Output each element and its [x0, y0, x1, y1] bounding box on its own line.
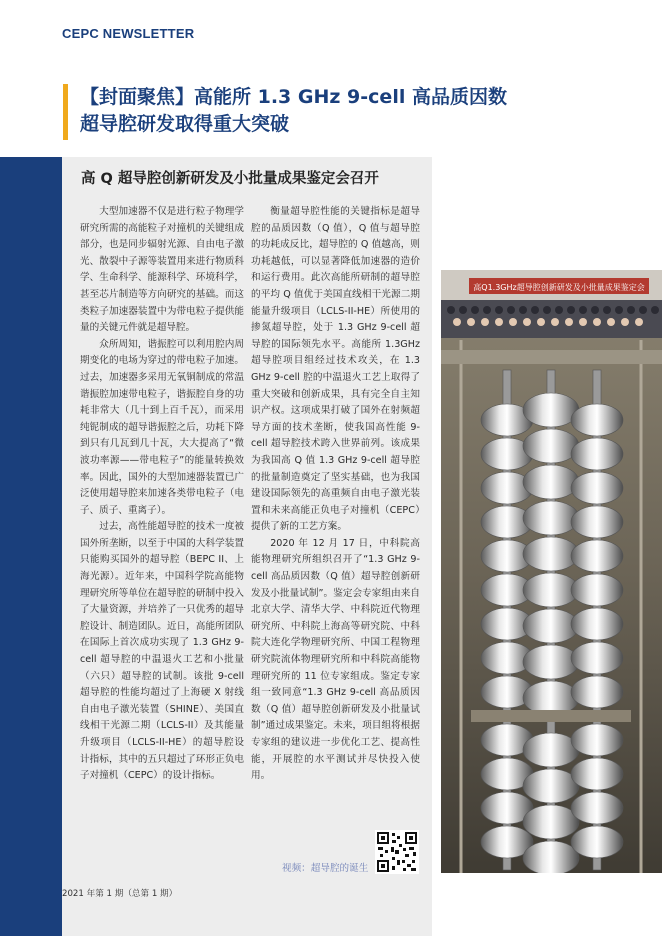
article-subtitle: 高 Q 超导腔创新研发及小批量成果鉴定会召开	[81, 171, 379, 187]
left-color-band	[0, 157, 62, 936]
title-line-2: 超导腔研发取得重大突破	[80, 113, 290, 135]
paragraph: 大型加速器不仅是进行粒子物理学研究所需的高能粒子对撞机的关键组成部分，也是同步辐射光源、自由电子激光、散裂中子源等装置用来进行物质科学、生命科学、能源科学、环境科学，甚至芯片制造等方向研究的基础。而这类粒子加速器装置中为带电粒子提供能量的关键元件就是超导腔。	[80, 206, 244, 334]
issue-footer: 2021 年第 1 期（总第 1 期）	[62, 889, 178, 899]
paragraph: 衡量超导腔性能的关键指标是超导腔的品质因数（Q 值），Q 值与超导腔的功耗成反比，超导腔的 Q 值越高，则功耗越低，可以显著降低加速器的造价和运行费用。此次高能所研制的超导腔的平均 Q 值优于美国直线相干光源二期能量升级项目（LCLS-II-HE）所使用的掺氮超导腔，处于 1.3 GHz 9-cell 超导腔的国际领先水平。高能所 1.3GHz 超导腔项目组经过技术攻关，在 1.3 GHz 9-cell 腔的中温退火工艺上取得了重大突破和创新成果，具有完全自主知识产权。这项成果打破了国外在射频超导方面的技术垄断，使我国高性能 9-cell 超导腔技术跨入世界前列。该成果为我国高 Q 值 1.3 GHz 9-cell 超导腔的批量制造奠定了坚实基础，也为我国建设国际领先的高重频自由电子激光装置和未来高能正负电子对撞机（CEPC）提供了新的工艺方案。	[251, 206, 420, 533]
page-title	[80, 84, 600, 138]
article-column-1	[80, 204, 244, 785]
paragraph: 众所周知，谐振腔可以利用腔内周期变化的电场为穿过的带电粒子加速。过去，加速器多采用无氧铜制成的常温谐振腔加速带电粒子，谐振腔自身的功耗非常大（几十到上百千瓦），而采用纯铌制成的超导谐振腔之后，功耗下降到只有几瓦到几十瓦，大大提高了“微波功率源——带电粒子”的能量转换效率。因此，国外的大型加速器装置已广泛使用超导腔来加速各类带电粒子（电子、质子、重离子）。	[80, 338, 244, 516]
title-line-1: 【封面聚焦】高能所 1.3 GHz 9-cell 高品质因数	[80, 86, 507, 108]
banner-text: 高Q1.3GHz超导腔创新研发及小批量成果鉴定会	[473, 283, 645, 292]
article-column-2	[251, 204, 420, 785]
paragraph: 2020 年 12 月 17 日，中科院高能物理研究所组织召开了“1.3 GHz 9-cell 高品质因数（Q 值）超导腔创新研发及小批量试制”。鉴定会专家组由来自北京大学、清华大学、中科院近代物理研究所、中科院上海高等研究院、中科院大连化学物理研究所、中国工程物理研究院流体物理研究所和中科院高能物理研究所的 11 位专家组成。鉴定专家组一致同意“1.3 GHz 9-cell 高品质因数（Q 值）超导腔创新研发及小批量试制”通过成果鉴定。未来，项目组将根据专家组的建议进一步优化工艺、提高性能，开展腔的水平测试并尽快投入使用。	[251, 537, 420, 782]
newsletter-masthead: CEPC NEWSLETTER	[62, 26, 195, 41]
title-accent-bar	[63, 84, 68, 140]
qr-code[interactable]	[375, 830, 419, 874]
group-photo-inset	[441, 270, 662, 338]
video-caption: 视频：超导腔的诞生	[282, 863, 369, 874]
superconducting-cavities	[481, 370, 623, 873]
cover-photo	[441, 270, 662, 873]
paragraph: 过去，高性能超导腔的技术一度被国外所垄断，以至于中国的大科学装置只能购买国外的超导腔（BEPC II、上海光源）。近年来，中国科学院高能物理研究所等单位在超导腔的研制中投入了大量资源，并培养了一只优秀的超导腔设计、制造团队。近日，高能所团队在国际上首次成功实现了 1.3 GHz 9-cell 超导腔的中温退火工艺和小批量（六只）超导腔的试制。该批 9-cell 超导腔的性能均超过了上海硬 X 射线自由电子激光装置（SHINE）、美国直线相干光源二期（LCLS-II）及其能量升级项目（LCLS-II-HE）的超导腔设计指标，其中的五只超过了环形正负电子对撞机（CEPC）的设计指标。	[80, 521, 244, 782]
